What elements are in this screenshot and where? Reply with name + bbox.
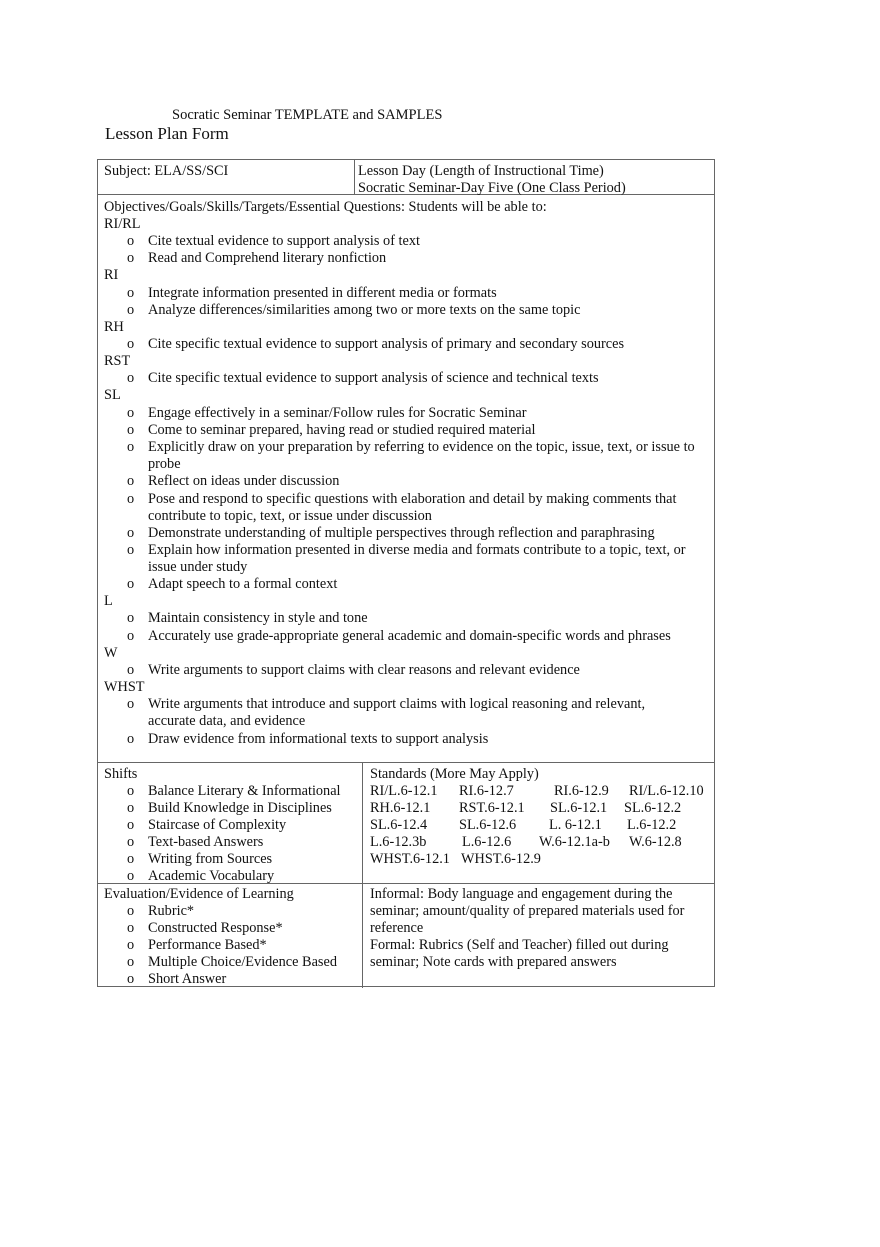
document-title: Socratic Seminar TEMPLATE and SAMPLES (172, 107, 443, 123)
assessment-line: seminar; Note cards with prepared answers (370, 954, 617, 970)
bullet: o (127, 542, 135, 558)
bullet: o (127, 817, 135, 833)
shift-text: Staircase of Complexity (148, 817, 287, 833)
objective-text: Write arguments to support claims with clear reasons and relevant evidence (148, 662, 580, 678)
bullet: o (127, 971, 135, 987)
bullet: o (127, 610, 135, 626)
bullet: o (127, 405, 135, 421)
objective-text: Explicitly draw on your preparation by referring to evidence on the topic, issue, text, or issue to probe (148, 439, 695, 473)
bullet: o (127, 233, 135, 249)
bullet: o (127, 285, 135, 301)
objective-text: Write arguments that introduce and support claims with logical reasoning and relevant, accurate data, and evidence (148, 696, 646, 730)
bullet: o (127, 696, 135, 712)
bullet: o (127, 473, 135, 489)
standard-code: RI.6-12.7 (459, 783, 514, 799)
bullet: o (127, 628, 135, 644)
shift-text: Writing from Sources (148, 851, 273, 867)
objective-text: Demonstrate understanding of multiple perspectives through reflection and paraphrasing (148, 525, 655, 541)
standard-code: W.6-12.8 (629, 834, 682, 850)
standard-code: L.6-12.2 (627, 817, 677, 833)
evaluation-text: Short Answer (148, 971, 227, 987)
column-divider (354, 160, 355, 194)
objective-text: Draw evidence from informational texts to support analysis (148, 731, 489, 747)
standard-code: RH.6-12.1 (370, 800, 431, 816)
assessment-line: reference (370, 920, 424, 936)
bullet: o (127, 783, 135, 799)
objective-text: Adapt speech to a formal context (148, 576, 338, 592)
evaluation-heading: Evaluation/Evidence of Learning (104, 886, 294, 902)
standard-code: WHST.6-12.1 (370, 851, 450, 867)
lesson-day-value: Socratic Seminar-Day Five (One Class Period) (358, 180, 626, 196)
group-label-whst: WHST (104, 679, 145, 695)
standard-code: WHST.6-12.9 (461, 851, 541, 867)
objective-text: Cite specific textual evidence to support analysis of primary and secondary sources (148, 336, 625, 352)
assessment-line: seminar; amount/quality of prepared materials used for (370, 903, 685, 919)
bullet: o (127, 937, 135, 953)
bullet: o (127, 302, 135, 318)
objectives-heading: Objectives/Goals/Skills/Targets/Essential Questions: Students will be able to: (104, 199, 547, 215)
evaluation-text: Multiple Choice/Evidence Based (148, 954, 337, 970)
bullet: o (127, 422, 135, 438)
standard-code: SL.6-12.6 (459, 817, 517, 833)
objective-text: Accurately use grade-appropriate general academic and domain-specific words and phrases (148, 628, 671, 644)
lesson-day-label: Lesson Day (Length of Instructional Time) (358, 163, 604, 179)
bullet: o (127, 576, 135, 592)
objective-text: Analyze differences/similarities among two or more texts on the same topic (148, 302, 581, 318)
evaluation-text: Performance Based* (148, 937, 267, 953)
group-label-w: W (104, 645, 118, 661)
objective-text: Engage effectively in a seminar/Follow rules for Socratic Seminar (148, 405, 527, 421)
bullet: o (127, 336, 135, 352)
bullet: o (127, 954, 135, 970)
row-divider (98, 762, 714, 763)
bullet: o (127, 800, 135, 816)
form-title: Lesson Plan Form (105, 124, 229, 143)
objective-text: Cite textual evidence to support analysis of text (148, 233, 420, 249)
standard-code: SL.6-12.2 (624, 800, 682, 816)
assessment-line: Formal: Rubrics (Self and Teacher) filled out during (370, 937, 669, 953)
column-divider (362, 762, 363, 988)
objective-text: Come to seminar prepared, having read or studied required material (148, 422, 536, 438)
assessment-line: Informal: Body language and engagement during the (370, 886, 673, 902)
shift-text: Text-based Answers (148, 834, 264, 850)
bullet: o (127, 903, 135, 919)
standard-code: RST.6-12.1 (459, 800, 525, 816)
evaluation-text: Constructed Response* (148, 920, 283, 936)
group-label-ri: RI (104, 267, 119, 283)
standard-code: RI/L.6-12.1 (370, 783, 438, 799)
evaluation-text: Rubric* (148, 903, 195, 919)
objective-text: Reflect on ideas under discussion (148, 473, 340, 489)
shift-text: Build Knowledge in Disciplines (148, 800, 332, 816)
standard-code: RI/L.6-12.10 (629, 783, 704, 799)
standard-code: L.6-12.3b (370, 834, 427, 850)
standard-code: L.6-12.6 (462, 834, 512, 850)
subject-cell: Subject: ELA/SS/SCI (104, 163, 229, 179)
group-label-l: L (104, 593, 113, 609)
group-label-rh: RH (104, 319, 124, 335)
standard-code: L. 6-12.1 (549, 817, 602, 833)
shift-text: Academic Vocabulary (148, 868, 275, 884)
bullet: o (127, 250, 135, 266)
objective-text: Explain how information presented in diverse media and formats contribute to a topic, text, or issue under study (148, 542, 686, 576)
objective-text: Read and Comprehend literary nonfiction (148, 250, 387, 266)
bullet: o (127, 662, 135, 678)
lesson-plan-table (97, 159, 715, 987)
group-label-rst: RST (104, 353, 131, 369)
bullet: o (127, 731, 135, 747)
bullet: o (127, 370, 135, 386)
bullet: o (127, 491, 135, 507)
bullet: o (127, 834, 135, 850)
objective-text: Pose and respond to specific questions with elaboration and detail by making comments that contribute to topic, text, or issue under discussion (148, 491, 677, 525)
group-label-sl: SL (104, 387, 121, 403)
standard-code: SL.6-12.1 (550, 800, 608, 816)
standard-code: W.6-12.1a-b (539, 834, 610, 850)
bullet: o (127, 920, 135, 936)
objective-text: Maintain consistency in style and tone (148, 610, 368, 626)
bullet: o (127, 851, 135, 867)
shift-text: Balance Literary & Informational (148, 783, 341, 799)
bullet: o (127, 525, 135, 541)
group-label-ri-rl: RI/RL (104, 216, 141, 232)
shifts-heading: Shifts (104, 766, 138, 782)
bullet: o (127, 439, 135, 455)
standards-heading: Standards (More May Apply) (370, 766, 539, 782)
bullet: o (127, 868, 135, 884)
standard-code: SL.6-12.4 (370, 817, 428, 833)
standard-code: RI.6-12.9 (554, 783, 609, 799)
objective-text: Cite specific textual evidence to support analysis of science and technical texts (148, 370, 599, 386)
objective-text: Integrate information presented in different media or formats (148, 285, 497, 301)
